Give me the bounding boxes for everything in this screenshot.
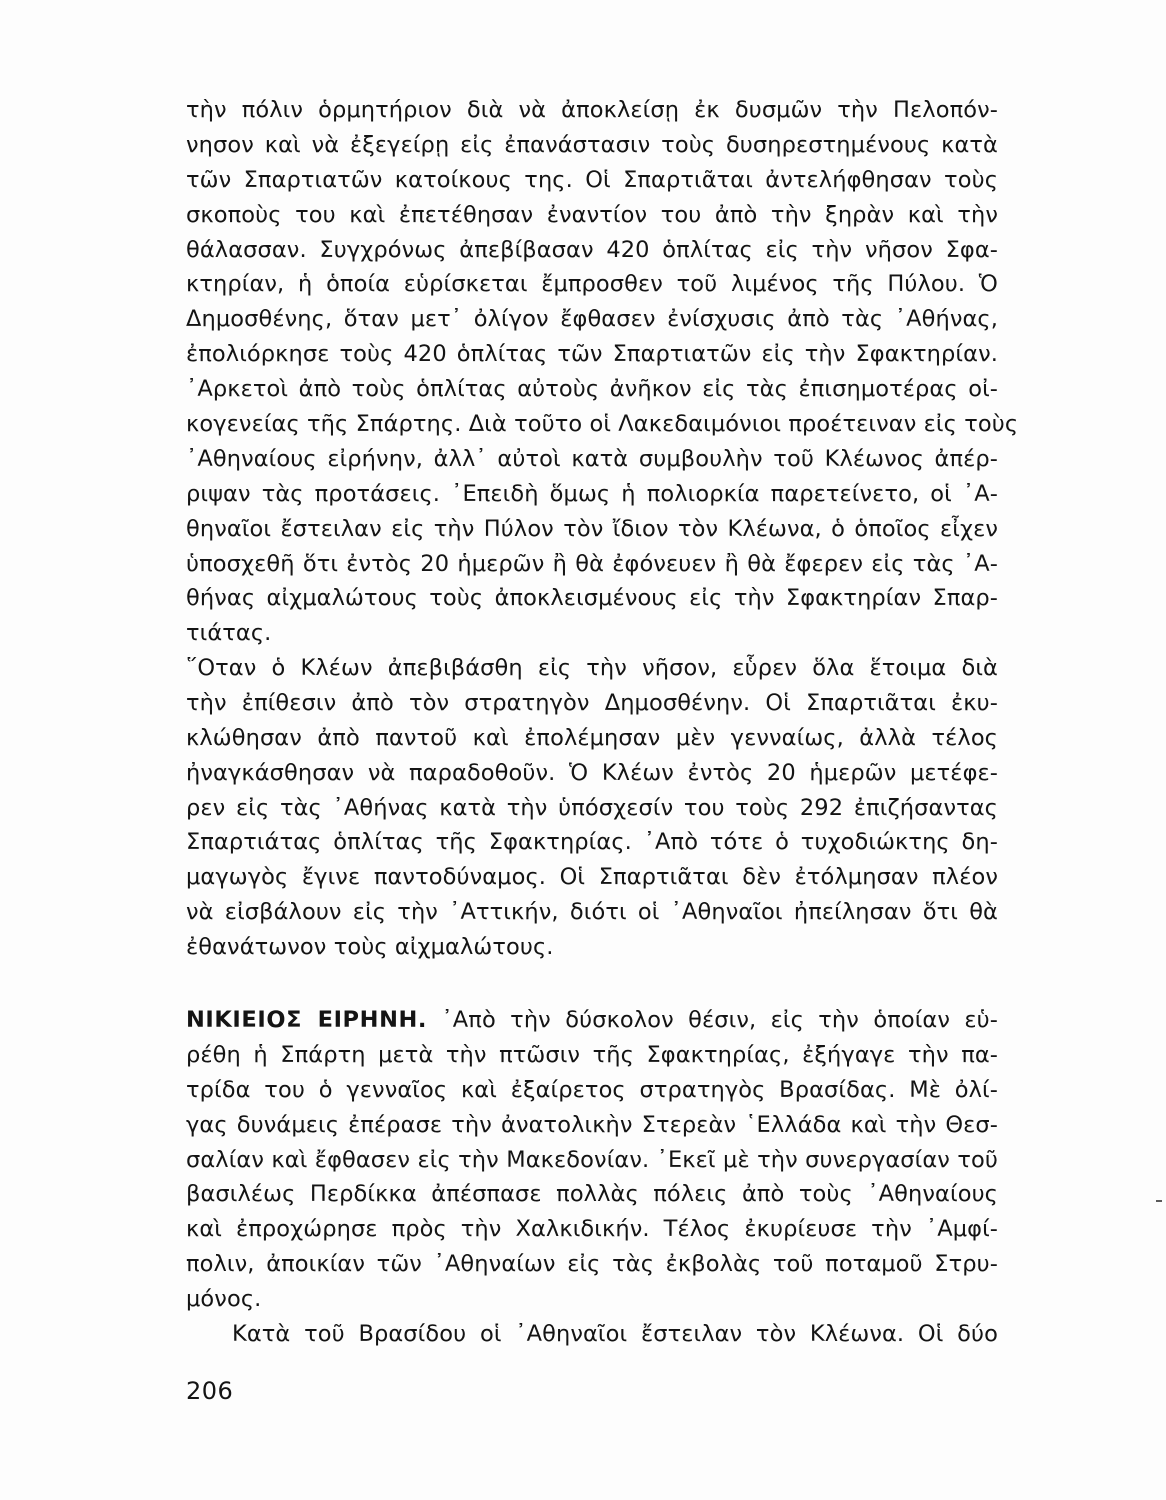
text-line: τιάτας.: [186, 620, 272, 647]
margin-mark: [1156, 1200, 1162, 1202]
text-line: θήνας αἰχμαλώτους τοὺς ἀποκλεισμένους εἰς τὴν Σφακτηρίαν Σπαρ-: [186, 585, 998, 612]
text-line: καὶ ἐπροχώρησε πρὸς τὴν Χαλκιδικήν. Τέλος ἐκυρίευσε τὴν ᾽Αμφί-: [186, 1216, 998, 1243]
text-line: σαλίαν καὶ ἔφθασεν εἰς τὴν Μακεδονίαν. ᾽Εκεῖ μὲ τὴν συνεργασίαν τοῦ: [186, 1146, 998, 1173]
text-line: ᾽Αρκετοὶ ἀπὸ τοὺς ὁπλίτας αὐτοὺς ἀνῆκον εἰς τὰς ἐπισημοτέρας οἰ-: [186, 376, 998, 403]
text-line: θάλασσαν. Συγχρόνως ἀπεβίβασαν 420 ὁπλίτας εἰς τὴν νῆσον Σφα-: [186, 236, 998, 263]
text-line: βασιλέως Περδίκκα ἀπέσπασε πολλὰς πόλεις ἀπὸ τοὺς ᾽Αθηναίους: [186, 1181, 998, 1208]
text-line: ᾽Αθηναίους εἰρήνην, ἀλλ᾽ αὐτοὶ κατὰ συμβουλὴν τοῦ Κλέωνος ἀπέρ-: [186, 445, 998, 472]
text-run: ᾽Απὸ τὴν δύσκολον θέσιν, εἰς τὴν ὁποίαν εὑ-: [441, 1007, 998, 1033]
text-line: ἐπολιόρκησε τοὺς 420 ὁπλίτας τῶν Σπαρτιατῶν εἰς τὴν Σφακτηρίαν.: [186, 341, 998, 368]
text-line: νὰ εἰσβάλουν εἰς τὴν ᾽Αττικήν, διότι οἱ ᾽Αθηναῖοι ἠπείλησαν ὅτι θὰ: [186, 899, 998, 926]
text-line: μόνος.: [186, 1286, 262, 1313]
text-line: κτηρίαν, ἡ ὁποία εὑρίσκεται ἔμπροσθεν τοῦ λιμένος τῆς Πύλου. Ὁ: [186, 271, 998, 298]
text-line: κογενείας τῆς Σπάρτης. Διὰ τοῦτο οἱ Λακεδαιμόνιοι προέτειναν εἰς τοὺς: [186, 411, 1019, 438]
text-line: γας δυνάμεις ἐπέρασε τὴν ἀνατολικὴν Στερεὰν ῾Ελλάδα καὶ τὴν Θεσ-: [186, 1111, 998, 1138]
text-line: κλώθησαν ἀπὸ παντοῦ καὶ ἐπολέμησαν μὲν γενναίως, ἀλλὰ τέλος: [186, 724, 998, 751]
paragraph-1: [186, 93, 1019, 651]
text-line: ὑποσχεθῆ ὅτι ἐντὸς 20 ἡμερῶν ἢ θὰ ἐφόνευεν ἢ θὰ ἔφερεν εἰς τὰς ᾽Α-: [186, 550, 998, 577]
text-line: ριψαν τὰς προτάσεις. ᾽Επειδὴ ὅμως ἡ πολιορκία παρετείνετο, οἱ ᾽Α-: [186, 480, 998, 507]
text-line: τῶν Σπαρτιατῶν κατοίκους της. Οἱ Σπαρτιᾶται ἀντελήφθησαν τοὺς: [186, 166, 998, 193]
page-number: 206: [186, 1377, 234, 1405]
text-line: πολιν, ἀποικίαν τῶν ᾽Αθηναίων εἰς τὰς ἐκβολὰς τοῦ ποταμοῦ Στρυ-: [186, 1251, 998, 1278]
text-line: νησον καὶ νὰ ἐξεγείρῃ εἰς ἐπανάστασιν τοὺς δυσηρεστημένους κατὰ: [186, 131, 998, 158]
text-line: Σπαρτιάτας ὁπλίτας τῆς Σφακτηρίας. ᾽Απὸ τότε ὁ τυχοδιώκτης δη-: [186, 829, 998, 856]
text-line: ρέθη ἡ Σπάρτη μετὰ τὴν πτῶσιν τῆς Σφακτηρίας, ἐξήγαγε τὴν πα-: [186, 1041, 998, 1068]
text-line: τὴν πόλιν ὁρμητήριον διὰ νὰ ἀποκλείσῃ ἐκ δυσμῶν τὴν Πελοπόν-: [186, 97, 998, 123]
text-line: θηναῖοι ἔστειλαν εἰς τὴν Πύλον τὸν ἴδιον τὸν Κλέωνα, ὁ ὁποῖος εἶχεν: [186, 515, 998, 542]
text-line: ῞Οταν ὁ Κλέων ἀπεβιβάσθη εἰς τὴν νῆσον, εὗρεν ὅλα ἕτοιμα διὰ: [186, 655, 998, 681]
paragraph-4: [186, 1317, 998, 1352]
text-line: μαγωγὸς ἔγινε παντοδύναμος. Οἱ Σπαρτιᾶται δὲν ἐτόλμησαν πλέον: [186, 864, 998, 891]
paragraph-3: [186, 1003, 998, 1317]
text-line: ἠναγκάσθησαν νὰ παραδοθοῦν. Ὁ Κλέων ἐντὸς 20 ἡμερῶν μετέφε-: [186, 759, 998, 786]
text-line: [186, 1003, 998, 1038]
section-heading: ΝΙΚΙΕΙΟΣ ΕΙΡΗΝΗ.: [186, 1007, 428, 1033]
text-line: τρίδα του ὁ γενναῖος καὶ ἐξαίρετος στρατηγὸς Βρασίδας. Μὲ ὀλί-: [186, 1076, 998, 1103]
text-line: σκοποὺς του καὶ ἐπετέθησαν ἐναντίον του ἀπὸ τὴν ξηρὰν καὶ τὴν: [186, 201, 998, 228]
text-line: ρεν εἰς τὰς ᾽Αθήνας κατὰ τὴν ὑπόσχεσίν του τοὺς 292 ἐπιζήσαντας: [186, 794, 998, 821]
text-line: Δημοσθένης, ὅταν μετ᾽ ὀλίγον ἔφθασεν ἐνίσχυσις ἀπὸ τὰς ᾽Αθήνας,: [186, 306, 998, 333]
text-line: τὴν ἐπίθεσιν ἀπὸ τὸν στρατηγὸν Δημοσθένην. Οἱ Σπαρτιᾶται ἐκυ-: [186, 689, 998, 716]
text-line: Κατὰ τοῦ Βρασίδου οἱ ᾽Αθηναῖοι ἔστειλαν τὸν Κλέωνα. Οἱ δύο: [232, 1321, 998, 1347]
paragraph-2: [186, 651, 998, 965]
text-line: ἐθανάτωνον τοὺς αἰχμαλώτους.: [186, 934, 554, 961]
